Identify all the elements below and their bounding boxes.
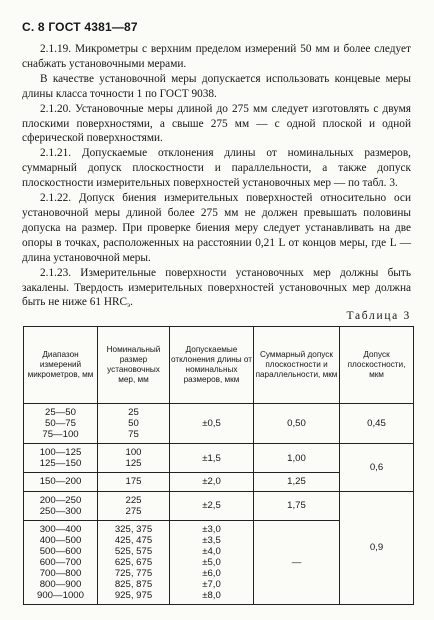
table-header-row [24,327,414,404]
cell-nominal-size-value: 525, 575 [114,545,153,557]
cell-nominal-size [98,520,170,605]
cell-deviation-value: ±3,0 [202,523,221,535]
cell-deviation-value: ±2,5 [202,500,221,512]
cell-range [24,491,98,520]
header-deviation: Допускаемые отклонения длины от номинальных размеров, мкм [170,327,254,404]
cell-range-value: 600—700 [39,557,82,569]
cell-range-value: 75—100 [42,429,79,441]
cell-range-value: 900—1000 [37,590,84,602]
cell-flatness: 0,9 [340,491,414,605]
cell-nominal-size-value: 625, 675 [114,557,153,569]
cell-deviation-value: ±6,0 [202,568,221,580]
cell-nominal-size-value: 225 [125,494,142,506]
cell-deviation-value: ±1,5 [202,452,221,464]
cell-range [24,404,98,444]
cell-range-value: 500—600 [39,545,82,557]
cell-nominal-size [98,473,170,491]
cell-deviation [170,404,254,444]
cell-nominal-size-value: 25 [128,407,139,418]
cell-deviation [170,444,254,473]
paragraph: 2.1.20. Установочные меры длиной до 275 мм следует изготовлять с двумя плоскими поверхностями, а свыше 275 мм — с одной плоской и одной сферической поверхностями. [22,102,411,145]
cell-nominal-size-value: 125 [125,458,142,470]
paragraph: 2.1.21. Допускаемые отклонения длины от номинальных размеров, суммарный допуск плоскостности и параллельности, а также допуск плоскостности измерительных поверхностей установочных мер — по табл. 3. [22,147,411,190]
body-text [22,42,411,313]
table-row [24,444,414,473]
cell-range-value: 25—50 [45,407,76,418]
cell-nominal-size-value: 50 [128,418,139,430]
cell-total-tolerance: 1,75 [254,491,340,520]
header-nominal-size: Номинальный размер установочных мер, мм [98,327,170,404]
cell-range-value: 300—400 [39,523,82,535]
paragraph: 2.1.23. Измерительные поверхности установочных мер должны быть закалены. Твердость измерительных поверхностей установочных мер должна быть не ниже 61 $HRC_э$. [22,266,411,310]
cell-nominal-size-value: 425, 475 [114,534,153,546]
cell-range-value: 50—75 [45,418,76,430]
cell-range-value: 700—800 [39,568,82,580]
cell-deviation [170,473,254,491]
cell-deviation-value: ±8,0 [202,590,221,602]
cell-range-value: 800—900 [39,579,82,591]
cell-total-tolerance: 0,50 [254,404,340,444]
cell-nominal-size [98,491,170,520]
header-total-tolerance: Суммарный допуск плоскостности и параллельности, мкм [254,327,340,404]
cell-range-value: 400—500 [39,534,82,546]
cell-deviation-value: ±2,0 [202,476,221,488]
cell-deviation [170,491,254,520]
cell-nominal-size-value: 100 [125,447,142,459]
cell-flatness: 0,6 [340,444,414,491]
cell-nominal-size-value: 825, 875 [114,579,153,591]
cell-nominal-size-value: 75 [128,429,139,441]
hardness-subscript: э [127,301,131,310]
header-range: Диапазон измерений микрометров, мм [24,327,98,404]
cell-deviation-value: ±4,0 [202,545,221,557]
paragraph: 2.1.22. Допуск биения измерительных поверхностей относительно оси установочной меры длиной более 275 мм не должен превышать половины допуска на размер. При проверке биения меру следует устанавливать на две опоры в точках, расположенных на расстоянии 0,21 L от концов меры, где L — длина установочной меры. [22,192,411,264]
cell-nominal-size-value: 725, 775 [114,568,153,580]
cell-deviation-value: ±7,0 [202,579,221,591]
cell-deviation-value: ±3,5 [202,534,221,546]
cell-deviation [170,520,254,605]
cell-deviation-value: ±0,5 [202,418,221,430]
cell-flatness: 0,45 [340,404,414,444]
cell-deviation-value: ±5,0 [202,557,221,569]
cell-range-value: 200—250 [39,494,82,506]
tolerance-table [23,326,414,605]
paragraph: 2.1.19. Микрометры с верхним пределом измерений 50 мм и более следует снабжать установочными мерами. [22,43,411,70]
table-row [24,404,414,444]
cell-range-value: 250—300 [39,505,82,517]
cell-nominal-size-value: 275 [125,505,142,517]
cell-range [24,520,98,605]
cell-total-tolerance: 1,25 [254,473,340,491]
cell-total-tolerance: — [254,520,340,605]
paragraph: В качестве установочной меры допускается использовать концевые меры длины класса точности 1 по ГОСТ 9038. [22,72,411,100]
table-caption: Таблица 3 [346,310,411,322]
cell-nominal-size-value: 175 [125,476,142,488]
cell-total-tolerance: 1,00 [254,444,340,473]
cell-range-value: 150—200 [39,476,82,488]
table-row [24,491,414,520]
cell-range [24,444,98,473]
page-header: С. 8 ГОСТ 4381—87 [22,20,138,34]
cell-nominal-size [98,444,170,473]
cell-range-value: 125—150 [39,458,82,470]
cell-range-value: 100—125 [39,447,82,459]
cell-range [24,473,98,491]
cell-nominal-size-value: 925, 975 [114,590,153,602]
header-flatness: Допуск плоскостности, мкм [340,327,414,404]
cell-nominal-size-value: 325, 375 [114,523,153,535]
cell-nominal-size [98,404,170,444]
paragraph-text: 2.1.23. Измерительные поверхности установочных мер должны быть закалены. Твердость измерительных поверхностей установочных мер должна быть не ниже 61 HRC [22,266,411,309]
